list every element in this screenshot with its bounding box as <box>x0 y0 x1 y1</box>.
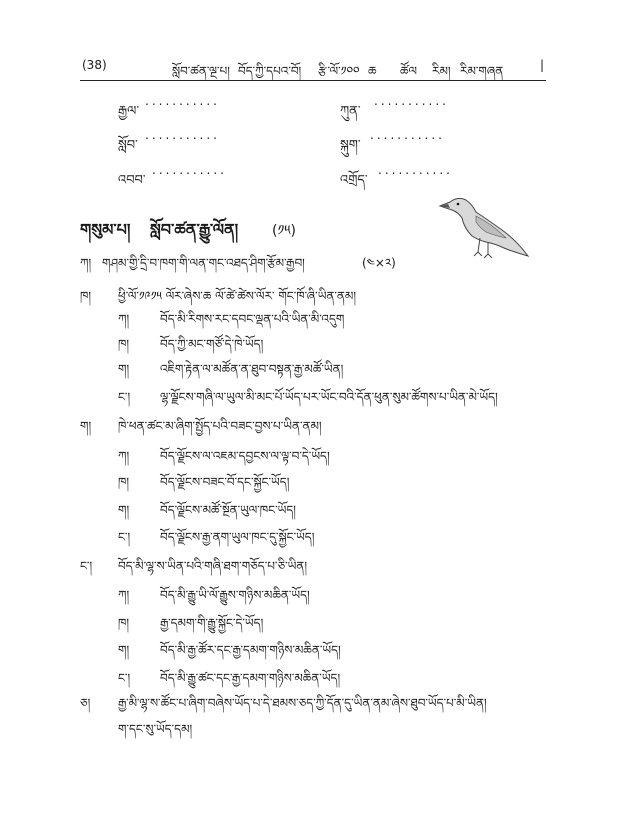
option-text: ལྷ་ལྗོངས་གཞི་ལ་ཡུལ་མི་མང་པོ་ཡོད་པར་ཡོང་བའི་དོན་ཕུན་སུམ་ཚོགས་པ་ཡིན་མེ་ཡོད། <box>160 390 498 404</box>
option-label: ང་། <box>118 671 131 685</box>
question-text: རྒྱ་མི་ལྷ་ས་ཚོང་པ་ཞིག་བཞེས་ཡོད་པ་དེ་ཐམས་ཅད་ཀྱི་དོན་དུ་ཡིན་ནམ་ཞེས་ཐུབ་ཡོད་པ་མི་ཡིན། <box>118 696 487 710</box>
option-label: ང་། <box>118 530 131 544</box>
option-text: འཇིག་རྟེན་ལ་མཚོན་ན་ཐུབ་བསྟན་རྒྱ་མཚོ་ཡིན། <box>160 362 344 376</box>
option-text: བོད་ཀྱི་མང་གཙོ་དེ་ཁེ་ཡོད། <box>160 337 264 351</box>
header-end-mark: | <box>540 58 545 72</box>
header-divider <box>80 80 546 81</box>
question-marker: ག། <box>80 419 92 433</box>
option-text: བོད་མི་རྒྱ་ཚོར་དང་རྒྱ་དམག་གཉིས་མཆིན་ཡོད། <box>160 643 341 657</box>
option-label: ཀ། <box>118 588 130 602</box>
question-marker: ཁ། <box>80 289 92 303</box>
option-label: ཁ། <box>118 337 130 351</box>
vocab-word: རྒྱལ་ <box>118 104 140 119</box>
header-item: ཚོལ <box>400 64 418 78</box>
vocab-word: ཀུན་ <box>340 104 361 119</box>
question-text: བོད་མི་ལྷ་ས་ཡིན་པའི་གཞི་ཐག་གཅོད་པ་ཅི་ཡིན། <box>118 559 307 573</box>
vocab-word: སློབ་ <box>118 138 138 153</box>
option-label: ཀ། <box>118 312 130 326</box>
option-text: བོད་ལྗོངས་བཟང་བོ་དང་སྐྱོང་ཡོད། <box>160 475 290 489</box>
vocab-word: འབབ་ <box>118 173 146 188</box>
vocab-blank: ........... <box>378 163 453 177</box>
option-label: ག། <box>118 643 130 657</box>
option-label: ཁ། <box>118 616 130 630</box>
section-title: སློབ་ཚན་རྒྱུ་ལོན། <box>150 220 239 239</box>
option-text: བོད་ལྗོངས་མཚོ་སྔོན་ཡུལ་ཁང་ཡོད། <box>160 503 296 517</box>
header-item: ཆ <box>368 64 377 78</box>
option-text: རྒྱ་དམག་གི་རྒྱུ་སྐྱོང་དེ་ཡོད། <box>160 616 264 630</box>
option-label: ཁ། <box>118 475 130 489</box>
header-item: རིམ་གཞན <box>460 64 504 78</box>
header-item: རིམ། <box>432 64 451 78</box>
vocab-word: སྐུག་ <box>340 138 361 153</box>
header-item: རྩི་ལོ་༡༠༠ <box>318 64 360 78</box>
vocab-word: འགྲོད་ <box>340 173 368 188</box>
question-score: (༤×༢) <box>362 256 396 270</box>
section-label: གསུམ་པ། <box>80 220 131 239</box>
option-label: ང་། <box>118 390 131 404</box>
option-text: བོད་མི་རྒྱུ་ཡི་ལོ་རྒྱུས་གཉིས་མཆིན་ཡོད། <box>160 588 310 602</box>
vocab-blank: ........... <box>152 163 227 177</box>
section-number: (༡༥) <box>272 223 296 239</box>
question-text: གཤམ་གྱི་དྲི་བ་ཁག་གི་ལན་གང་འཐད་ཤིག་རྩོམ་རྒྱབ། <box>102 256 305 270</box>
vocab-blank: ........... <box>145 94 220 108</box>
question-text: ཁེ་ཕན་ཚང་མ་ཞིག་སྤྱོད་པའི་བཟང་བྱས་པ་ཡིན་ནམ། <box>118 419 322 433</box>
option-label: ག། <box>118 503 130 517</box>
option-label: ཀ། <box>118 449 130 463</box>
header-item: སློབ་ཚན་ལྔ་པ། <box>172 64 230 78</box>
question-marker: ང་། <box>80 559 93 573</box>
page-number: (38) <box>82 58 107 72</box>
option-label: ག། <box>118 362 130 376</box>
vocab-blank: ........... <box>145 128 220 142</box>
question-text: ཕྱི་ལོ་༡༩༡༥ ལོར་ཞེས་ཆ ལོ་ཚེ་ཚེས་ལོར་ གོང་ཁོ་ཞི་ཡིན་ནམ། <box>118 289 357 303</box>
header-item: བོད་ཀྱི་དཔའ་བོ། <box>238 64 302 78</box>
vocab-blank: ........... <box>374 94 449 108</box>
option-text: བོད་མི་རྒྱུ་ཚང་དང་རྒྱ་དམག་གཉིས་མཆིན་ཡོད། <box>160 671 341 685</box>
question-marker: ཀ། <box>80 256 92 270</box>
vocab-blank: ........... <box>370 128 445 142</box>
option-text: བོད་མི་རིགས་རང་དབང་ལྡན་པའི་ཡིན་མི་འདུག <box>160 312 345 326</box>
option-text: བོད་ལྗོངས་ལ་འཇམ་དབྱངས་ལ་ལྟ་བ་དེ་ཡོད། <box>160 449 330 463</box>
crow-illustration <box>436 186 532 264</box>
question-text-continued: ག་དང་སུ་ཡོད་དམ། <box>118 722 193 736</box>
option-text: བོད་ལྗོངས་རྒྱ་ནག་ཡུལ་ཁང་དུ་སྐྱོང་ཡོད། <box>160 530 315 544</box>
question-marker: ཅ། <box>80 696 91 710</box>
